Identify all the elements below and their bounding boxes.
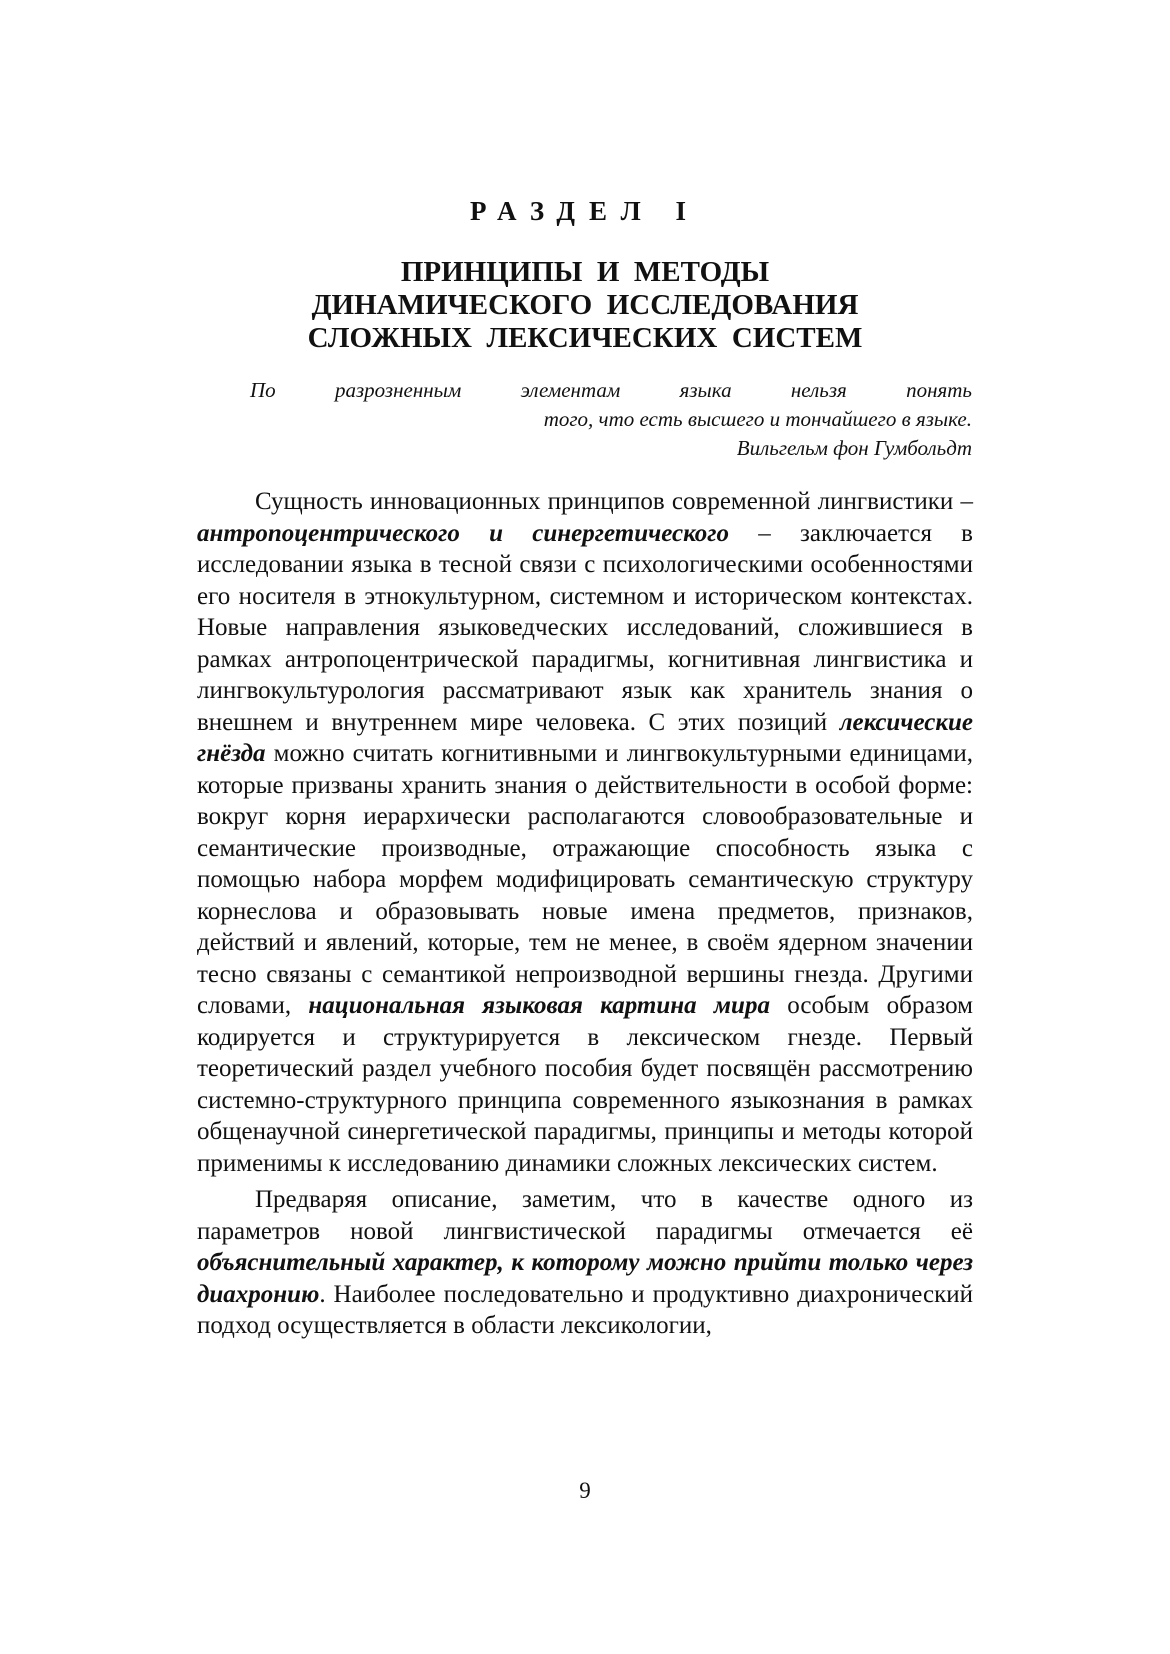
section-label: РАЗДЕЛ I [469,196,701,226]
epigraph [250,376,972,463]
text-run: . Наиболее последовательно и продуктивно диахронический подход осуществляется в области лексикологии, [197,1280,973,1339]
body-text [197,486,973,1347]
section-title [0,256,1170,355]
title-line: ДИНАМИЧЕСКОГО ИССЛЕДОВАНИЯ [311,289,859,321]
title-line: СЛОЖНЫХ ЛЕКСИЧЕСКИХ СИСТЕМ [307,322,863,354]
emphasis: антропоцентрического и синергетического [197,519,730,547]
epigraph-author: Вильгельм фон Гумбольдт [736,436,972,460]
emphasis: объяснительный характер, к которому можно прийти только через диахронию [197,1249,973,1308]
text-run: можно считать когнитивными и лингвокультурными единицами, которые призваны хранить знания о действительности в особой форме: вокруг корня иерархически располагаются словообразовательные и семантические производные, отражающие способность языка с помощью набора морфем модифицировать семантическую структуру корнеслова и образовывать новые имена предметов, признаков, действий и явлений, которые, тем не менее, в своём ядерном значении тесно связаны с семантикой непроизводной вершины гнезда. Другими словами, [197,740,973,1019]
title-line: ПРИНЦИПЫ И МЕТОДЫ [400,256,770,288]
emphasis: национальная языковая картина мира [308,992,770,1019]
text-run: Предваряя описание, заметим, что в качестве одного из параметров новой лингвистической парадигмы отмечается её [197,1186,973,1245]
text-run: особым образом кодируется и структурируется в лексическом гнезде. Первый теоретический раздел учебного пособия будет посвящён рассмотрению системно-структурного принципа современного языкознания в рамках общенаучной синергетической парадигмы, принципы и методы которой применимы к исследованию динамики сложных лексических систем. [197,992,974,1177]
paragraph [197,486,973,1179]
text-run: – заключается в исследовании языка в тесной связи с психологическими особенностями его носителя в этнокультурном, системном и историческом контекстах. Новые направления языковедческих исследований, сложившиеся в рамках антропоцентрической парадигмы, когнитивная лингвистика и лингвокультурология рассматривают язык как хранитель знания о внешнем и внутреннем мире человека. С этих позиций [197,519,973,736]
epigraph-quote-line: По разрозненным элементам языка нельзя понять [250,378,972,402]
epigraph-quote-line: того, что есть высшего и тончайшего в языке. [543,407,972,431]
paragraph [197,1184,973,1342]
text-run: Сущность инновационных принципов современной лингвистики – [255,488,973,515]
emphasis: лексические гнёзда [197,708,973,767]
page-number: 9 [579,1478,591,1503]
